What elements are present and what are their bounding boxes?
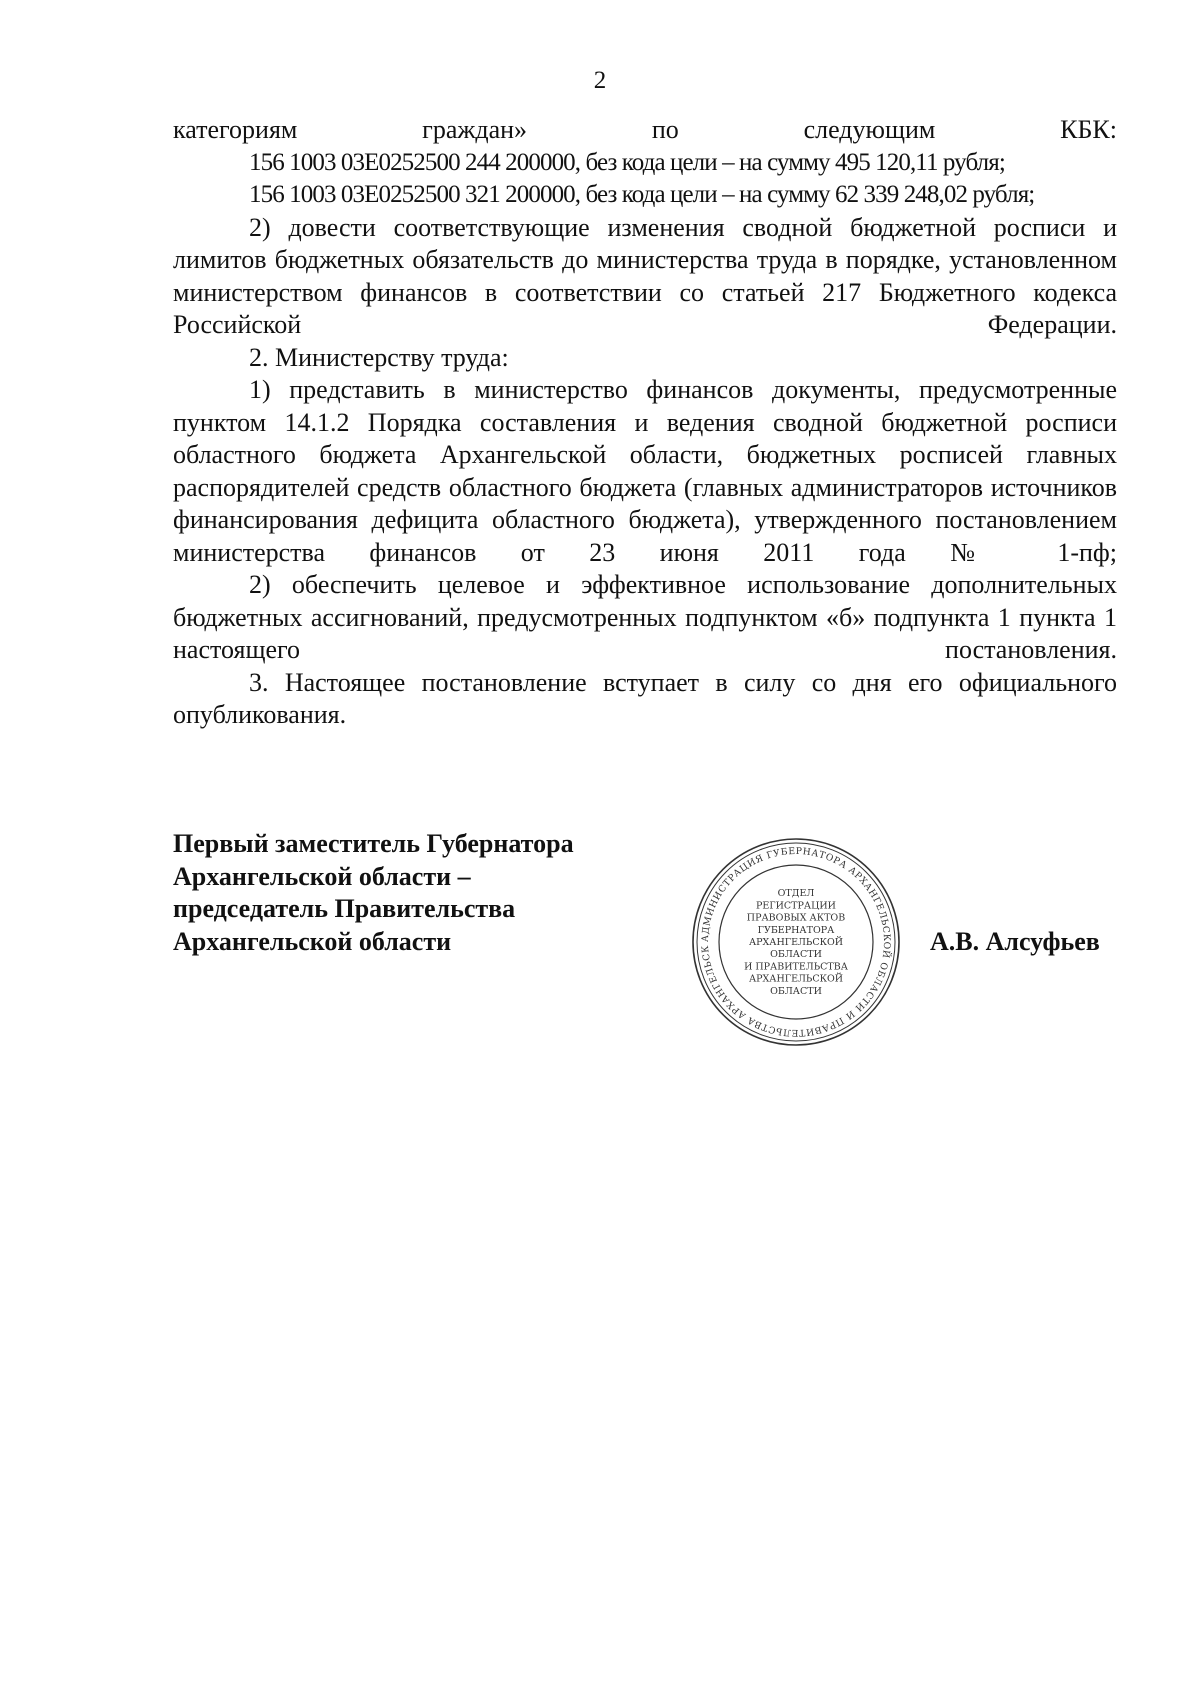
stamp-center-line: ОБЛАСТИ [770,985,822,997]
stamp-center-line: РЕГИСТРАЦИИ [756,900,836,912]
paragraph-kbk-intro: категориям граждан» по следующим КБК: [173,115,1117,144]
paragraph-effective-date: 3. Настоящее постановление вступает в силу со дня его официального опубликования. [173,667,1117,729]
stamp-center-line: АРХАНГЕЛЬСКОЙ [748,937,844,948]
stamp-ring-text: АДМИНИСТРАЦИЯ ГУБЕРНАТОРА АРХАНГЕЛЬСКОЙ ОБЛАСТИ И ПРАВИТЕЛЬСТВА АРХАНГЕЛЬСК [699,845,893,1039]
signatory-position [173,828,574,958]
paragraph-kbk-line-1: 156 1003 03Е0252500 244 200000, без кода цели – на сумму 495 120,11 рубля; [249,148,1005,176]
signatory-position-line: председатель Правительства [173,894,516,923]
paragraph-bring-changes: 2) довести соответствующие изменения сводной бюджетной росписи и лимитов бюджетных обязательств до министерства труда в порядке, установленном министерством финансов в соответствии со статьей 217 Бюджетного кодекса Российской Федерации. [173,212,1117,339]
signatory-position-line: Архангельской области [173,926,452,956]
paragraph-ensure-use: 2) обеспечить целевое и эффективное использование дополнительных бюджетных ассигнований, предусмотренных подпунктом «б» подпункта 1 пункта 1 настоящего постановления. [173,570,1117,664]
page-number: 2 [593,67,607,94]
signatory-position-line: Архангельской области – [173,861,471,891]
paragraph-submit-documents: 1) представить в министерство финансов документы, предусмотренные пунктом 14.1.2 Порядка составления и ведения сводной бюджетной росписи областного бюджета Архангельской области, бюджетных росписей главных распорядителей средств областного бюджета (главных администраторов источников финансирования дефицита областного бюджета), утвержденного постановлением министерства финансов от 23 июня 2011 года № 1-пф; [173,375,1117,567]
stamp-center-line: ГУБЕРНАТОРА [757,924,835,936]
stamp-center-line: АРХАНГЕЛЬСКОЙ [748,973,844,985]
stamp-center-line: И ПРАВИТЕЛЬСТВА [744,961,848,973]
stamp-seal-icon [690,836,902,1048]
stamp-center-line: ОТДЕЛ [777,888,815,900]
official-stamp [690,836,902,1048]
document-body [173,114,1117,732]
stamp-center-line: ПРАВОВЫХ АКТОВ [746,912,846,924]
paragraph-kbk-line-2: 156 1003 03Е0252500 321 200000, без кода цели – на сумму 62 339 248,02 рубля; [249,181,1035,208]
paragraph-ministry-of-labor: 2. Министерству труда: [249,342,509,372]
signatory-position-line: Первый заместитель Губернатора [173,829,574,858]
stamp-center-line: ОБЛАСТИ [770,949,822,961]
signer-name: А.В. Алсуфьев [930,927,1100,956]
